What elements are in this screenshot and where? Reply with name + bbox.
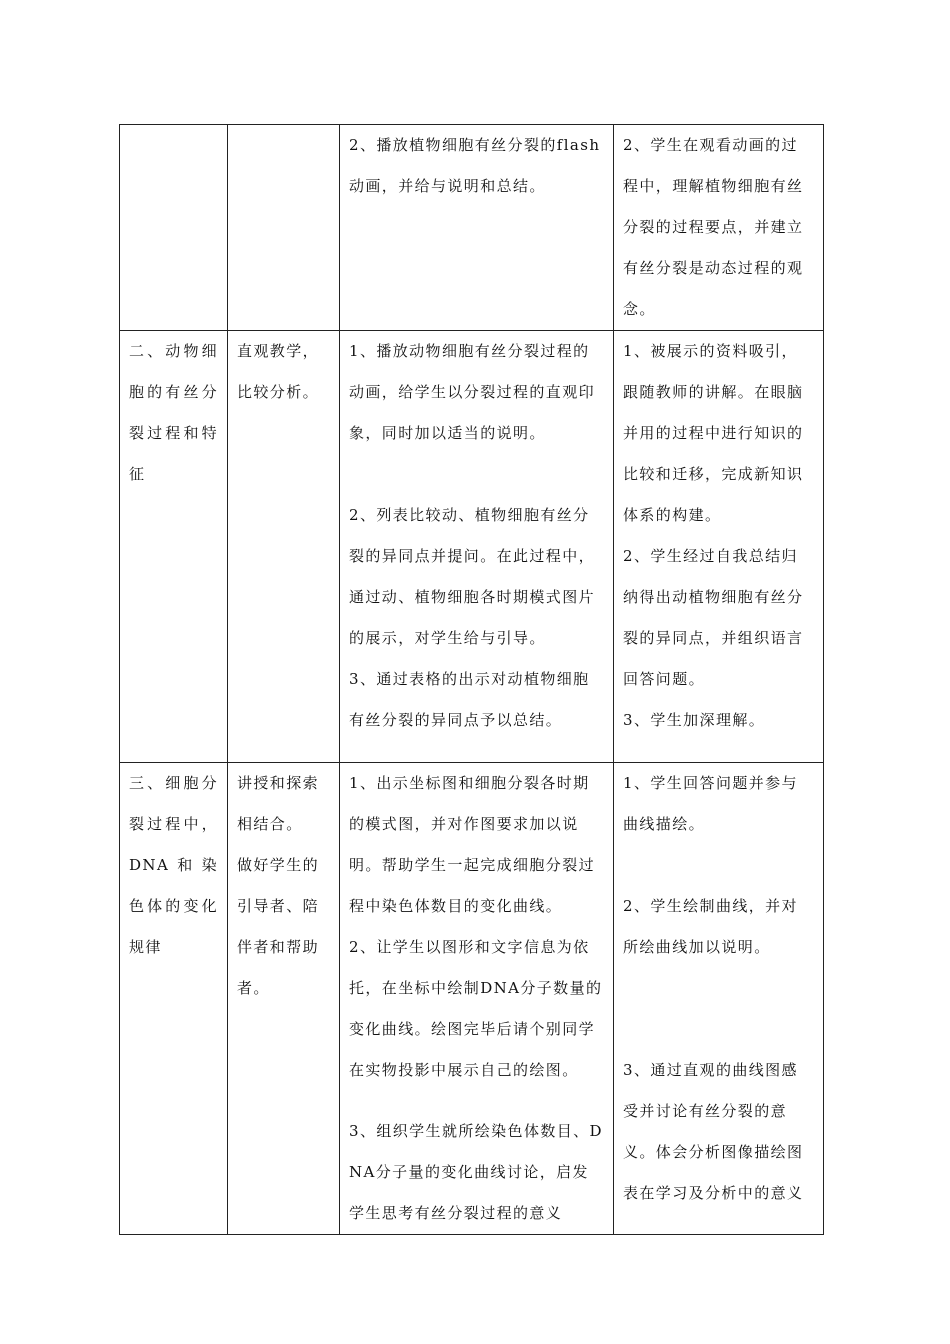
teacher-activity-cell xyxy=(340,331,614,763)
teacher-step: 1、播放动物细胞有丝分裂过程的动画，给学生以分裂过程的直观印象，同时加以适当的说明。 xyxy=(349,342,596,442)
teacher-step: 1、出示坐标图和细胞分裂各时期的模式图，并对作图要求加以说明。帮助学生一起完成细胞分裂过程中染色体数目的变化曲线。 xyxy=(349,774,596,915)
student-activity-cell xyxy=(614,331,824,763)
teacher-step: 2、让学生以图形和文字信息为依托，在坐标中绘制DNA分子数量的变化曲线。绘图完毕后请个别同学在实物投影中展示自己的绘图。 xyxy=(349,938,603,1079)
method-cell xyxy=(228,763,340,1235)
student-step: 3、学生加深理解。 xyxy=(623,711,766,729)
section-cell xyxy=(120,331,228,763)
lesson-plan-table xyxy=(119,124,824,1235)
method-text: 讲授和探索相结合。 xyxy=(237,774,320,833)
section-text: 二、动物细胞的有丝分裂过程和特征 xyxy=(129,342,218,483)
section-cell xyxy=(120,125,228,331)
method-text: 做好学生的引导者、陪伴者和帮助者。 xyxy=(237,856,320,997)
teacher-activity-cell xyxy=(340,763,614,1235)
teacher-step: 2、播放植物细胞有丝分裂的flash动画，并给与说明和总结。 xyxy=(349,136,601,195)
student-step: 2、学生绘制曲线，并对所绘曲线加以说明。 xyxy=(623,897,798,956)
method-cell xyxy=(228,331,340,763)
student-step: 2、学生经过自我总结归纳得出动植物细胞有丝分裂的异同点，并组织语言回答问题。 xyxy=(623,547,804,688)
teacher-step: 3、组织学生就所绘染色体数目、DNA分子量的变化曲线讨论，启发学生思考有丝分裂过程的意义 xyxy=(349,1122,603,1222)
section-text: 三、细胞分裂过程中，DNA和染色体的变化规律 xyxy=(129,774,218,956)
table-row xyxy=(120,331,824,763)
method-cell xyxy=(228,125,340,331)
student-activity-cell xyxy=(614,763,824,1235)
student-activity-cell xyxy=(614,125,824,331)
section-cell xyxy=(120,763,228,1235)
student-step: 1、被展示的资料吸引，跟随教师的讲解。在眼脑并用的过程中进行知识的比较和迁移，完成新知识体系的构建。 xyxy=(623,342,804,524)
student-step: 1、学生回答问题并参与曲线描绘。 xyxy=(623,774,798,833)
teacher-step: 2、列表比较动、植物细胞有丝分裂的异同点并提问。在此过程中，通过动、植物细胞各时期模式图片的展示，对学生给与引导。 xyxy=(349,506,596,647)
teacher-activity-cell xyxy=(340,125,614,331)
table-row xyxy=(120,763,824,1235)
table-row xyxy=(120,125,824,331)
student-step: 2、学生在观看动画的过程中，理解植物细胞有丝分裂的过程要点，并建立有丝分裂是动态过程的观念。 xyxy=(623,136,804,318)
method-text: 直观教学，比较分析。 xyxy=(237,342,320,401)
student-step: 3、通过直观的曲线图感受并讨论有丝分裂的意义。体会分析图像描绘图表在学习及分析中的意义 xyxy=(623,1061,804,1202)
teacher-step: 3、通过表格的出示对动植物细胞有丝分裂的异同点予以总结。 xyxy=(349,670,590,729)
